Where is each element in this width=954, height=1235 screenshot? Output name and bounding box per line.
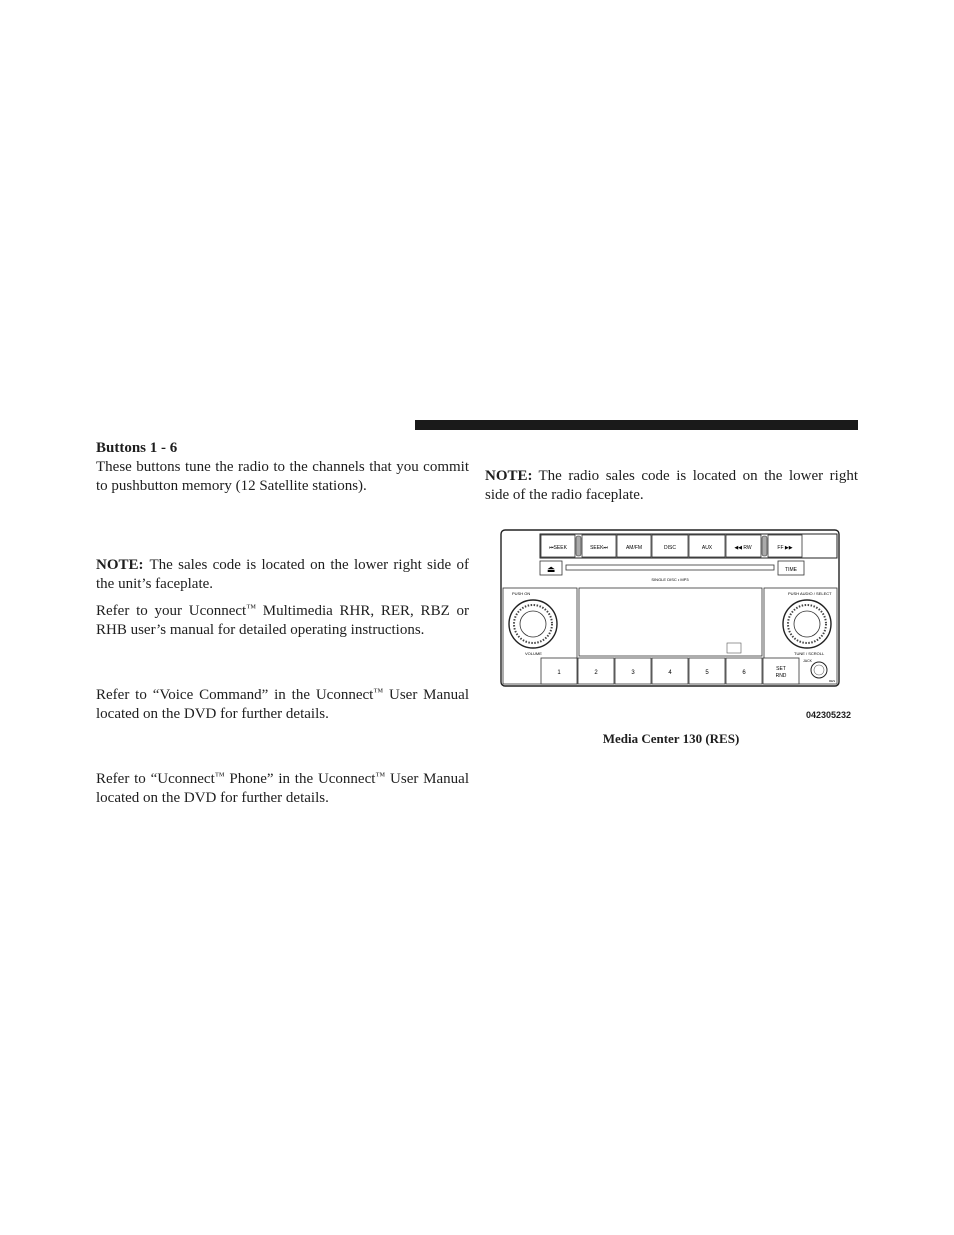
preset-label: 2 [594, 670, 598, 676]
left-knob-bottom-label: VOLUME [525, 651, 542, 656]
radio-faceplate-illustration [500, 529, 840, 687]
right-knob-top-label: PUSH AUDIO / SELECT [788, 591, 832, 596]
trademark-symbol: ™ [375, 771, 386, 782]
preset-label: 3 [631, 670, 635, 676]
refer-text: Refer to “Uconnect [96, 771, 215, 787]
seek-forward-label: SEEK⏭ [590, 545, 608, 551]
note-text: The radio sales code is located on the lower right side of the radio faceplate. [485, 468, 858, 503]
set-label: SET [776, 666, 786, 672]
model-label: RES [829, 679, 836, 683]
preset-label: 5 [705, 670, 709, 676]
aux-label: AUX [701, 545, 713, 551]
refer-multimedia-manual [96, 602, 469, 640]
rnd-label: RND [775, 673, 787, 679]
refer-text: User Manual located on the DVD for further details. [96, 771, 469, 806]
jack-label: JACK [803, 659, 812, 663]
trademark-symbol: ™ [214, 771, 225, 782]
preset-label: 4 [668, 670, 672, 676]
rewind-label: ◀◀ RW [734, 545, 752, 551]
refer-text: Phone” in the Uconnect [224, 771, 376, 787]
refer-uconnect-phone [96, 770, 469, 808]
refer-text: User Manual located on the DVD for further details. [96, 687, 469, 722]
refer-text: Refer to “Voice Command” in the Uconnect [96, 687, 374, 703]
right-knob-bottom-label: TUNE / SCROLL [794, 651, 825, 656]
disc-slot [566, 565, 774, 570]
cd-logo-icon [727, 643, 741, 653]
refer-text: Refer to your Uconnect [96, 603, 247, 619]
figure-code: 042305232 [806, 710, 852, 720]
section-rule [415, 420, 858, 430]
section-heading-buttons: Buttons 1 - 6 [96, 440, 178, 456]
figure-caption: Media Center 130 (RES) [602, 731, 740, 746]
note-radio-sales-code [485, 467, 858, 505]
note-sales-code [96, 556, 469, 594]
left-knob-top-label: PUSH ON [512, 591, 531, 596]
disc-slot-label: SINGLE DISC • MP3 [651, 577, 689, 582]
note-label: NOTE: [96, 557, 144, 573]
fast-forward-label: FF ▶▶ [777, 545, 793, 551]
preset-label: 6 [742, 670, 746, 676]
preset-button-row [541, 658, 799, 684]
buttons-description: These buttons tune the radio to the channels that you commit to pushbutton memory (12 Satellite stations). [96, 459, 469, 494]
trademark-symbol: ™ [246, 603, 257, 614]
divider-knob [576, 536, 581, 556]
trademark-symbol: ™ [373, 687, 384, 698]
refer-voice-command [96, 686, 469, 724]
seek-back-label: ⏮SEEK [549, 545, 567, 551]
time-label: TIME [785, 567, 797, 573]
note-text: The sales code is located on the lower right side of the unit’s faceplate. [96, 557, 469, 592]
note-label: NOTE: [485, 468, 533, 484]
disc-label: DISC [664, 545, 676, 551]
divider-knob [762, 536, 767, 556]
amfm-label: AM/FM [625, 545, 643, 551]
refer-text: Multimedia RHR, RER, RBZ or RHB user’s manual for detailed operating instructions. [96, 603, 469, 638]
eject-icon: ⏏ [546, 564, 556, 574]
preset-label: 1 [557, 670, 561, 676]
